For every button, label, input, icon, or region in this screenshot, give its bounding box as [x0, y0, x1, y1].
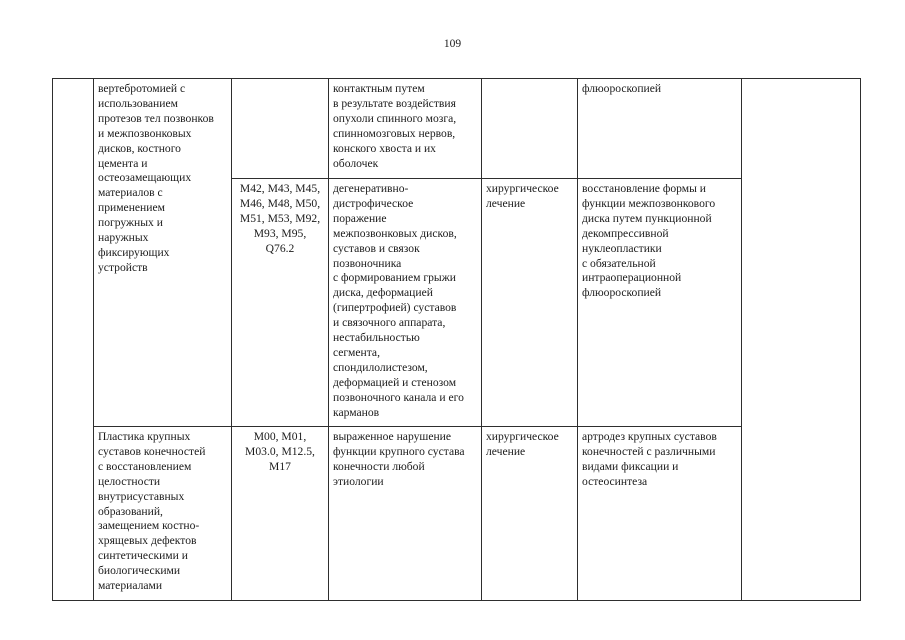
method-cell: Пластика крупных суставов конечностей с восстановлением целостности внутрисуставных образований, замещением костно- хрящевых дефектов синтетическими и биологическими материалами: [94, 427, 232, 601]
treatment-type-cell: [482, 79, 578, 179]
treatment-method-cell: восстановление формы и функции межпозвонкового диска путем пункционной декомпрессивной нуклеопластики с обязательной интраоперационной флюороскопией: [578, 179, 742, 427]
treatment-method-cell: флюороскопией: [578, 79, 742, 179]
method-cell: вертебротомией с использованием протезов тел позвонков и межпозвонковых дисков, костного цемента и остеозамещающих материалов с применением погружных и наружных фиксирующих устройств: [94, 79, 232, 427]
left-empty-cell: [53, 79, 94, 601]
condition-cell: выраженное нарушение функции крупного сустава конечности любой этиологии: [329, 427, 482, 601]
icd-codes-cell: [232, 79, 329, 179]
right-empty-cell: [742, 79, 861, 601]
treatment-type-cell: хирургическое лечение: [482, 427, 578, 601]
icd-codes-cell: M42, M43, M45, M46, M48, M50, M51, M53, M92, M93, M95, Q76.2: [232, 179, 329, 427]
treatment-type-cell: хирургическое лечение: [482, 179, 578, 427]
procedures-table: [52, 78, 861, 601]
treatment-method-cell: артродез крупных суставов конечностей с различными видами фиксации и остеосинтеза: [578, 427, 742, 601]
condition-cell: контактным путем в результате воздействия опухоли спинного мозга, спинномозговых нервов, конского хвоста и их оболочек: [329, 79, 482, 179]
table-body: [53, 79, 861, 601]
table-row: [53, 79, 861, 179]
table-row: [53, 427, 861, 601]
page-number: 109: [443, 38, 462, 50]
icd-codes-cell: M00, M01, M03.0, M12.5, M17: [232, 427, 329, 601]
condition-cell: дегенеративно- дистрофическое поражение межпозвонковых дисков, суставов и связок позвоночника с формированием грыжи диска, деформацией (гипертрофией) суставов и связочного аппарата, нестабильностью сегмента, спондилолистезом, деформацией и стенозом позвоночного канала и его карманов: [329, 179, 482, 427]
